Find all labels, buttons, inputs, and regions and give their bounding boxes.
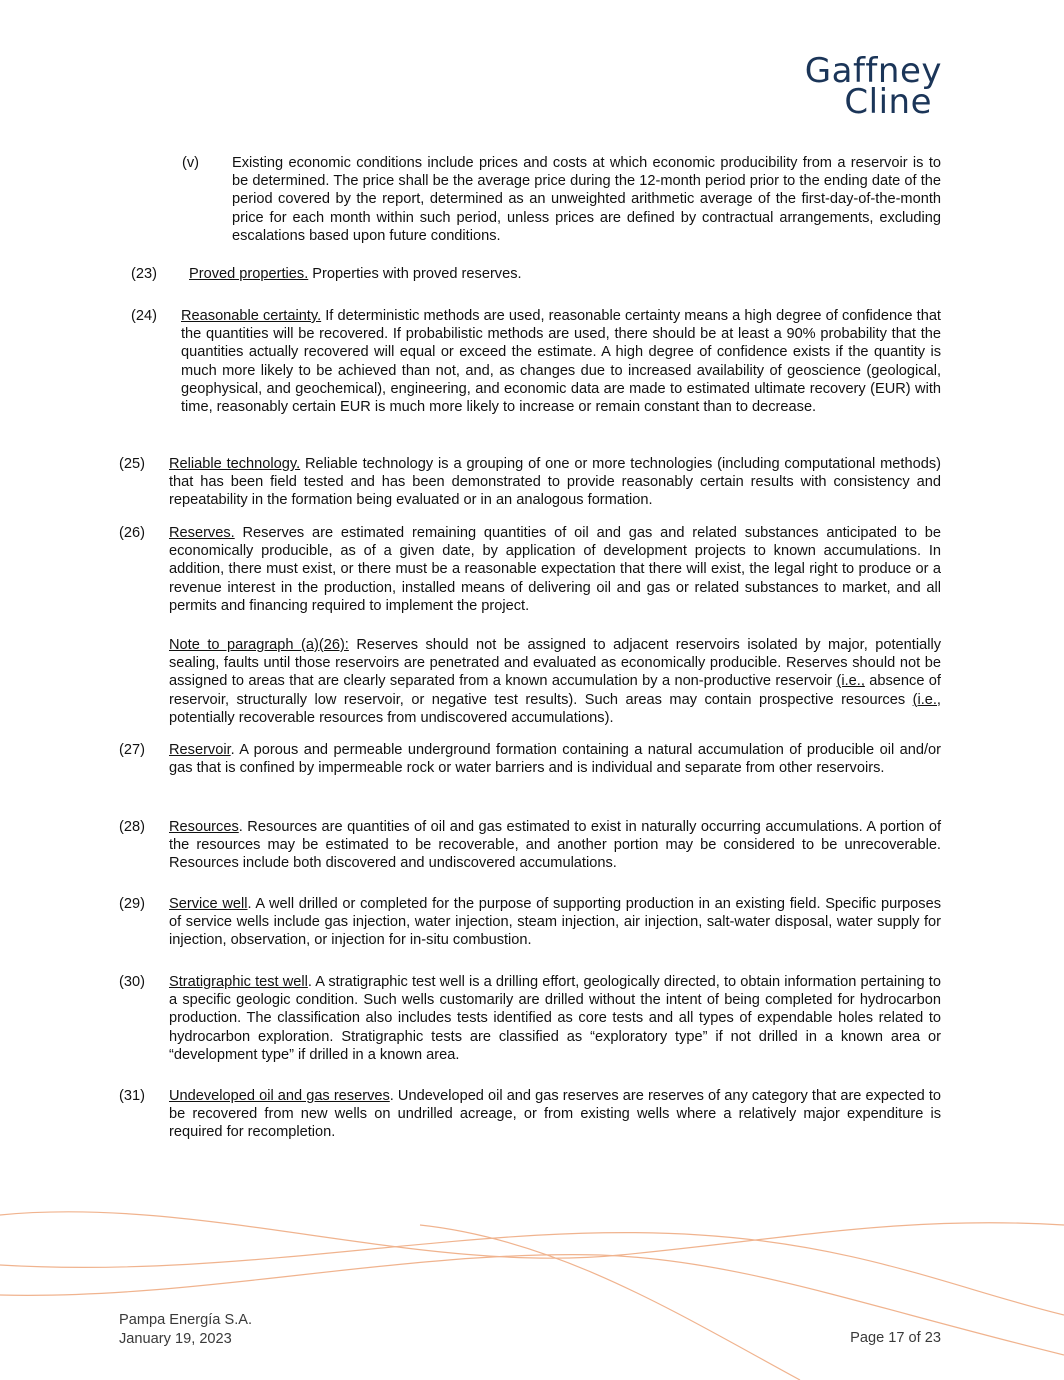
item-text: . A porous and permeable underground formation containing a natural accumulation of producible oil and/or gas that is confined by impermeable rock or water barriers and is individual and separate from other reservoirs.	[169, 742, 941, 777]
item-text: Existing economic conditions include prices and costs at which economic producibility from a reservoir is to be determined. The price shall be the average price during the 12-month period prior to the ending date of the period covered by the report, determined as an unweighted arithmetic average of the first-day-of-the-month price for each month within such period, unless prices are defined by contractual arrangements, excluding escalations based upon future conditions.	[232, 155, 941, 244]
definition-item-24	[131, 307, 941, 416]
note-text-1: Reserves should not be assigned to adjacent reservoirs isolated by major, potentially sealing, faults until those reservoirs are penetrated and evaluated as economically producible. Reserves should not be assigned to areas that are clearly separated from a known accumulation by a non-productive reservoir	[169, 637, 941, 690]
footer-company: Pampa Energía S.A.	[119, 1312, 253, 1328]
item-term: Undeveloped oil and gas reserves	[169, 1088, 390, 1104]
item-number: (24)	[131, 308, 157, 324]
item-term: Reasonable certainty.	[181, 308, 322, 324]
item-term: Reservoir	[169, 742, 231, 758]
item-term: Reserves.	[169, 525, 235, 541]
footer-left	[119, 1311, 252, 1348]
item-number: (23)	[131, 266, 157, 282]
item-text: If deterministic methods are used, reasonable certainty means a high degree of confidence that the quantities will be recovered. If probabilistic methods are used, there should be at least a 90% probability that the quantities actually recovered will equal or exceed the estimate. A high degree of confidence exists if the quantity is much more likely to be achieved than not, and, as changes due to increased availability of geoscience (geological, geophysical, and geochemical), engineering, and economic data are made to estimated ultimate recovery (EUR) with time, reasonably certain EUR is much more likely to increase or remain constant than to decrease.	[181, 308, 941, 416]
wave-line-4	[420, 1225, 800, 1380]
definition-item-23	[131, 265, 941, 283]
note-ie-1: (i.e.,	[836, 673, 865, 690]
item-term: Reliable technology.	[169, 456, 301, 472]
logo-line-1: Gaffney	[804, 51, 942, 91]
definition-item-30	[119, 973, 941, 1064]
item-term: Resources	[169, 819, 239, 835]
item-text: . A stratigraphic test well is a drilling effort, geologically directed, to obtain information pertaining to a specific geologic condition. Such wells customarily are drilled without the intent of being completed for hydrocarbon production. The classification also includes tests identified as core tests and all types of expendable holes related to hydrocarbon exploration. Stratigraphic tests are classified as “exploratory type” if not drilled in a known area or “development type” if drilled in a known area.	[169, 974, 941, 1063]
item-number: (31)	[119, 1088, 145, 1104]
definition-item-26	[119, 524, 941, 615]
definition-item-28	[119, 818, 941, 873]
item-text: Reserves are estimated remaining quantities of oil and gas and related substances anticipated to be economically producible, as of a given date, by application of development projects to known accumulations. In addition, there must exist, or there must be a reasonable expectation that there will exist, the legal right to produce or a revenue interest in the production, installed means of delivering oil and gas or related substances to market, and all permits and financing required to implement the project.	[169, 525, 941, 614]
item-number: (29)	[119, 896, 145, 912]
item-text: . Undeveloped oil and gas reserves are reserves of any category that are expected to be recovered from new wells on undrilled acreage, or from existing wells where a relatively major expenditure is required for recompletion.	[169, 1088, 941, 1141]
note-paragraph-a26	[169, 636, 941, 727]
item-number: (26)	[119, 525, 145, 541]
item-number: (28)	[119, 819, 145, 835]
item-number: (27)	[119, 742, 145, 758]
item-text: . Resources are quantities of oil and gas estimated to exist in naturally occurring accumulations. A portion of the resources may be estimated to be recoverable, and another portion may be considered to be unrecoverable. Resources include both discovered and undiscovered accumulations.	[169, 819, 941, 872]
item-text: Properties with proved reserves.	[308, 266, 522, 282]
item-number: (v)	[182, 155, 200, 171]
definition-item-31	[119, 1087, 941, 1142]
definition-item-25	[119, 455, 941, 510]
logo-line-2: Cline	[844, 82, 932, 122]
note-text-2: absence of reservoir, structurally low reservoir, or negative test results). Such areas may contain prospective resources	[169, 673, 941, 708]
definition-item-v	[182, 154, 941, 245]
note-text-3: potentially recoverable resources from undiscovered accumulations).	[169, 709, 614, 726]
item-text: . A well drilled or completed for the purpose of supporting production in an existing field. Specific purposes of service wells include gas injection, water injection, steam injection, air injection, salt-water disposal, water supply for injection, observation, or injection for in-situ combustion.	[169, 896, 942, 949]
footer-date: January 19, 2023	[119, 1330, 232, 1347]
item-text: Reliable technology is a grouping of one or more technologies (including computational methods) that has been field tested and has been demonstrated to provide reasonably certain results with consistency and repeatability in the formation being evaluated or in an analogous formation.	[169, 456, 941, 509]
note-ie-2: (i.e.,	[912, 691, 941, 708]
note-label: Note to paragraph (a)(26):	[169, 637, 349, 653]
item-term: Stratigraphic test well	[169, 974, 308, 990]
item-term: Service well	[169, 896, 248, 912]
gaffney-cline-logo	[804, 51, 942, 122]
decorative-waves	[0, 1195, 1064, 1380]
definition-item-29	[119, 895, 941, 950]
item-number: (30)	[119, 974, 145, 990]
definition-item-27	[119, 741, 941, 777]
footer-page-number: Page 17 of 23	[850, 1330, 941, 1346]
item-term: Proved properties.	[189, 266, 309, 282]
wave-line-2	[0, 1233, 1064, 1315]
item-number: (25)	[119, 456, 145, 472]
